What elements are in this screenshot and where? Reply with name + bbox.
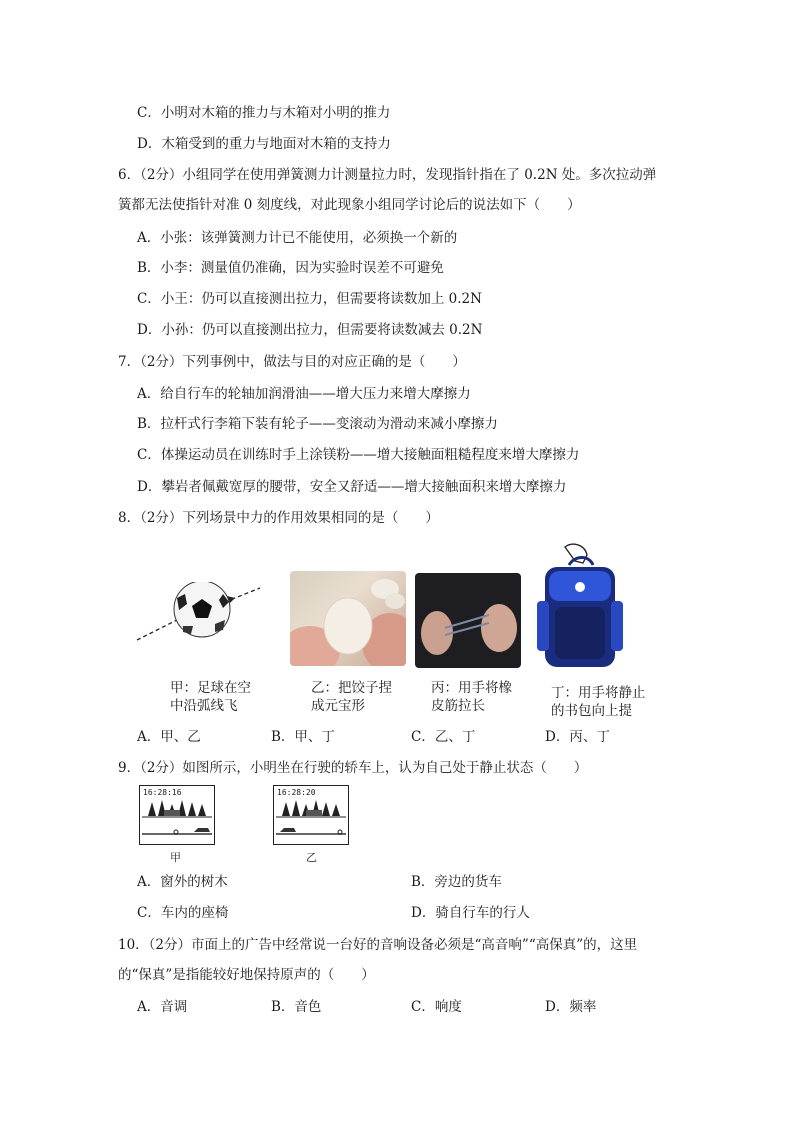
q7-option-c: C．体操运动员在训练时手上涂镁粉——增大接触面粗糙程度来增大摩擦力 <box>137 447 580 463</box>
q8-option-c: C．乙、丁 <box>411 729 476 745</box>
q6-option-a: A．小张：该弹簧测力计已不能使用，必须换一个新的 <box>137 230 458 246</box>
q5-option-d: D．木箱受到的重力与地面对木箱的支持力 <box>137 136 391 152</box>
dumpling-photo <box>290 571 406 666</box>
scene-jia-label: 甲 <box>170 851 181 864</box>
q6-stem-line2: 簧都无法使指针对准 0 刻度线，对此现象小组同学讨论后的说法如下（ ） <box>118 197 581 213</box>
q8-stem: 8．（2分）下列场景中力的作用效果相同的是（ ） <box>118 510 439 526</box>
scene-yi-label: 乙 <box>306 851 317 864</box>
q7-stem: 7．（2分）下列事例中，做法与目的对应正确的是（ ） <box>118 354 466 370</box>
q6-option-d: D．小孙：仍可以直接测出拉力，但需要将读数减去 0.2N <box>137 322 483 338</box>
q9-option-c: C．车内的座椅 <box>137 905 229 921</box>
caption-jia: 甲：足球在空中沿弧线飞 <box>170 680 251 714</box>
q9-option-a: A．窗外的树木 <box>137 874 228 890</box>
scene-jia <box>139 785 215 845</box>
q8-option-a: A．甲、乙 <box>137 729 201 745</box>
q8-option-b: B．甲、丁 <box>271 729 335 745</box>
q10-stem-line2: 的“保真”是指能较好地保持原声的（ ） <box>118 967 375 983</box>
q9-option-b: B．旁边的货车 <box>411 874 502 890</box>
q7-option-a: A．给自行车的轮轴加润滑油——增大压力来增大摩擦力 <box>137 386 471 402</box>
backpack-figure <box>535 541 625 674</box>
scene-yi <box>273 785 349 845</box>
caption-bing: 丙：用手将橡皮筋拉长 <box>431 680 512 714</box>
football-figure <box>135 582 265 642</box>
caption-yi: 乙：把饺子捏成元宝形 <box>311 680 392 714</box>
q10-option-d: D．频率 <box>545 999 597 1015</box>
rubber-band-photo <box>415 573 521 668</box>
q9-option-d: D．骑自行车的行人 <box>411 905 530 921</box>
q10-option-b: B．音色 <box>271 999 322 1015</box>
q10-option-a: A．音调 <box>137 999 188 1015</box>
scene-jia-timestamp: 16:28:16 <box>143 788 182 797</box>
caption-ding: 丁：用手将静止的书包向上提 <box>551 685 646 719</box>
q9-stem: 9．（2分）如图所示，小明坐在行驶的轿车上，认为自己处于静止状态（ ） <box>118 760 588 776</box>
q6-option-b: B．小李：测量值仍准确，因为实验时误差不可避免 <box>137 260 444 276</box>
q6-stem-line1: 6．（2分）小组同学在使用弹簧测力计测量拉力时，发现指针指在了 0.2N 处。多次拉动弹 <box>118 167 657 183</box>
q10-option-c: C．响度 <box>411 999 462 1015</box>
q10-stem-line1: 10．（2分）市面上的广告中经常说一台好的音响设备必须是“高音响”“高保真”的，这里 <box>118 937 638 953</box>
q7-option-b: B．拉杆式行李箱下装有轮子——变滚动为滑动来减小摩擦力 <box>137 416 498 432</box>
q5-option-c: C．小明对木箱的推力与木箱对小明的推力 <box>137 105 391 121</box>
scene-yi-timestamp: 16:28:20 <box>277 788 316 797</box>
q8-option-d: D．丙、丁 <box>545 729 610 745</box>
q7-option-d: D．攀岩者佩戴宽厚的腰带，安全又舒适——增大接触面积来增大摩擦力 <box>137 479 567 495</box>
q6-option-c: C．小王：仍可以直接测出拉力，但需要将读数加上 0.2N <box>137 291 482 307</box>
